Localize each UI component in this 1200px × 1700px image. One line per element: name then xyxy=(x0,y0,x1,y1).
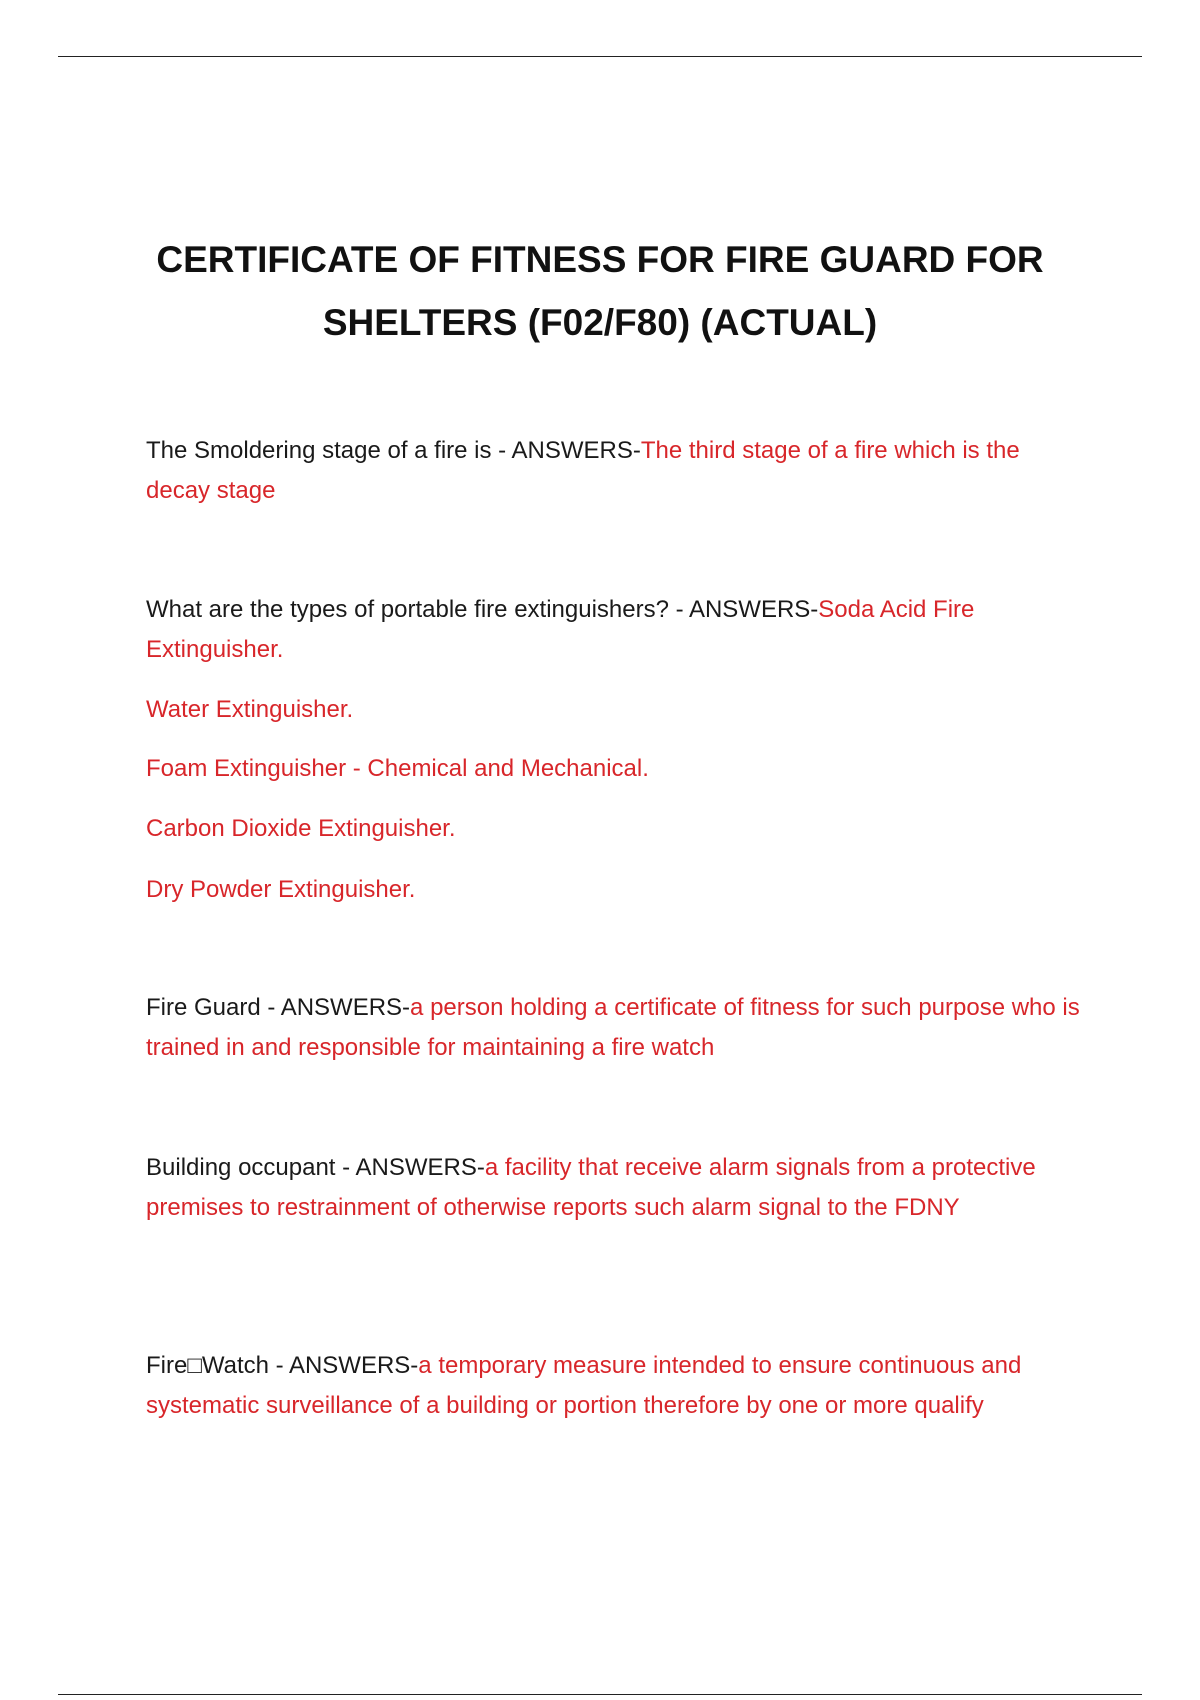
answer-list-item: Dry Powder Extinguisher. xyxy=(146,876,416,903)
header-rule xyxy=(58,56,1142,57)
answer-list-item: Carbon Dioxide Extinguisher. xyxy=(146,815,456,842)
answer-text: a facility that receive alarm signals from a protective premises to restrainment of otherwise reports such alarm signal to the FDNY xyxy=(146,1154,1036,1221)
answer-list-item: Foam Extinguisher - Chemical and Mechanical. xyxy=(146,755,649,782)
answer-text: Soda Acid Fire Extinguisher. xyxy=(146,596,975,663)
answer-text: a person holding a certificate of fitness for such purpose who is trained in and responsible for maintaining a fire watch xyxy=(146,994,1080,1061)
document-title xyxy=(100,228,1100,354)
qa-entry-fire-watch xyxy=(146,1346,1086,1426)
question-text: Fire□Watch - ANSWERS- xyxy=(146,1352,419,1379)
answer-text: a temporary measure intended to ensure continuous and systematic surveillance of a building or portion therefore by one or more qualify xyxy=(146,1352,1022,1419)
qa-entry-smoldering xyxy=(146,431,1086,511)
qa-entry-extinguisher-types xyxy=(146,590,1086,670)
qa-entry-fire-guard xyxy=(146,988,1086,1068)
title-line-2: SHELTERS (F02/F80) (ACTUAL) xyxy=(322,302,878,343)
answer-list-item: Water Extinguisher. xyxy=(146,696,354,723)
question-text: Fire Guard - ANSWERS- xyxy=(146,994,411,1021)
question-text: Building occupant - ANSWERS- xyxy=(146,1154,485,1181)
question-text: What are the types of portable fire extinguishers? - ANSWERS- xyxy=(146,596,819,623)
title-line-1: CERTIFICATE OF FITNESS FOR FIRE GUARD FOR xyxy=(156,239,1044,280)
question-text: The Smoldering stage of a fire is - ANSWERS- xyxy=(146,437,641,464)
footer-rule xyxy=(58,1694,1142,1695)
answer-text: The third stage of a fire which is the decay stage xyxy=(146,437,1020,504)
qa-entry-building-occupant xyxy=(146,1148,1086,1228)
